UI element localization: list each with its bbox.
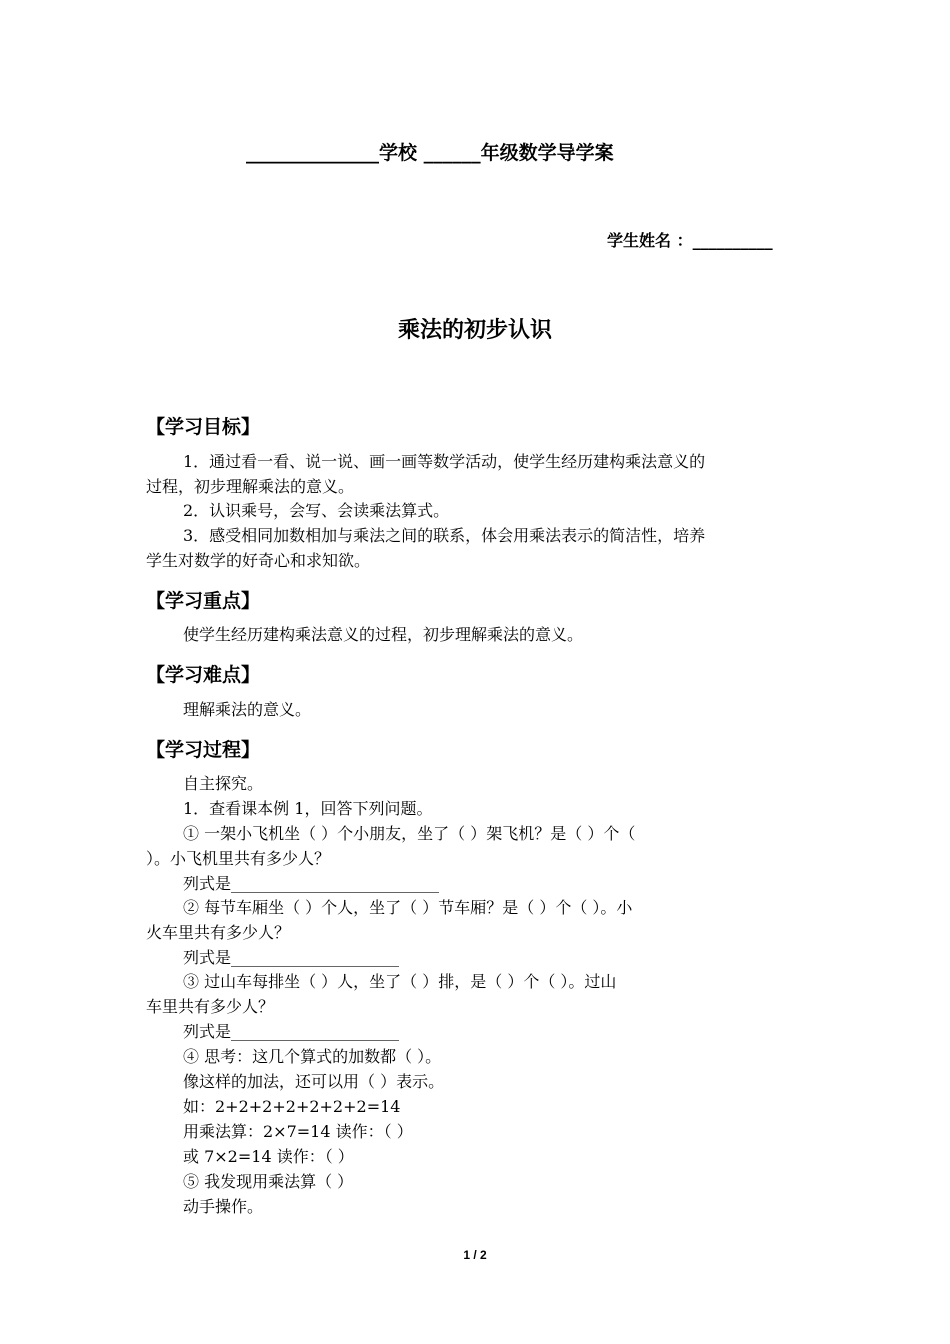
section-heading-goals: 【学习目标】 [146,416,261,438]
process-line: ④ 思考：这几个算式的加数都（ ）。 [183,1047,442,1066]
student-name-field: 学生姓名 ：__________ [607,231,773,250]
process-line: ① 一架小飞机坐（ ）个小朋友，坐了（ ）架飞机？是（ ）个（ [183,824,636,843]
process-line: ③ 过山车每排坐（ ）人，坐了（ ）排，是（ ）个（ ）。过山 [183,972,617,991]
process-line: 1．查看课本例 1，回答下列问题。 [183,799,433,818]
process-line: 用乘法算：2×7=14 读作：（ ） [183,1122,413,1141]
process-line: 像这样的加法，还可以用（ ）表示。 [183,1072,445,1091]
process-line: ② 每节车厢坐（ ）个人，坐了（ ）节车厢？是（ ）个（ ）。小 [183,898,633,917]
page-title: 乘法的初步认识 [397,318,552,343]
goal-item-3: 3．感受相同加数相加与乘法之间的联系，体会用乘法表示的简洁性，培养 [183,526,706,545]
process-line: 列式是__________________________ [183,874,440,893]
process-line: 列式是_____________________ [183,1022,400,1041]
process-line: 车里共有多少人？ [146,997,275,1016]
goal-item-2: 2．认识乘号，会写、会读乘法算式。 [183,501,450,520]
process-line: 自主探究。 [183,774,264,793]
process-line: ⑤ 我发现用乘法算（ ） [183,1172,354,1191]
difficulties-text: 理解乘法的意义。 [183,700,312,719]
page-number: 1 / 2 [463,1248,487,1262]
goal-item-3-cont: 学生对数学的好奇心和求知欲。 [146,551,371,570]
goal-item-1-cont: 过程，初步理解乘法的意义。 [146,477,355,496]
process-line: ）。小飞机里共有多少人？ [146,849,331,868]
process-line: 如：2+2+2+2+2+2+2=14 [183,1097,401,1116]
section-heading-difficulties: 【学习难点】 [146,664,261,686]
process-line: 或 7×2=14 读作：（ ） [183,1147,354,1166]
key-points-text: 使学生经历建构乘法意义的过程，初步理解乘法的意义。 [183,625,584,644]
process-line: 动手操作。 [183,1197,264,1216]
process-line: 火车里共有多少人？ [146,923,291,942]
goal-item-1: 1．通过看一看、说一说、画一画等数学活动，使学生经历建构乘法意义的 [183,452,706,471]
section-heading-key-points: 【学习重点】 [146,590,261,612]
header-title: ______________学校 ______年级数学导学案 [246,142,614,164]
process-line: 列式是_____________________ [183,948,400,967]
section-heading-process: 【学习过程】 [146,739,261,761]
